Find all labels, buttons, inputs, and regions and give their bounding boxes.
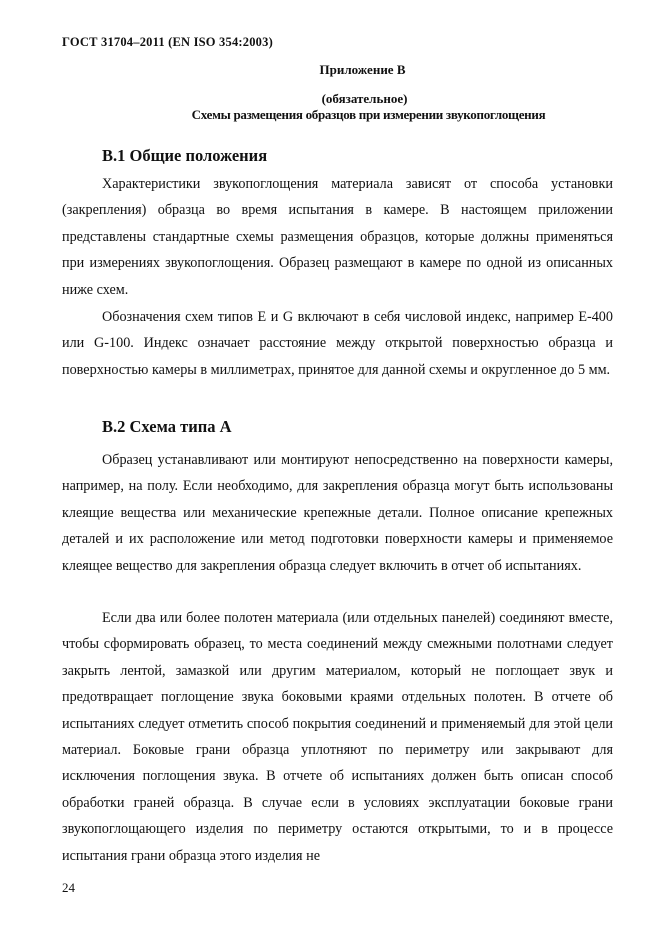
section-heading-b1: В.1 Общие положения — [102, 146, 268, 165]
page-number: 24 — [62, 880, 75, 895]
appendix-status: (обязательное) — [321, 91, 408, 106]
paragraph: Образец устанавливают или монтируют непосредственно на поверхности камеры, например, на полу. Если необходимо, для закрепления образца могут быть использованы клеящие вещества или механические крепежные детали. Полное описание крепежных деталей и их расположение или метод подготовки поверхности камеры и применяемое клеящее вещество для закрепления образца следует включить в отчет об испытаниях. — [62, 452, 613, 574]
paragraph: Если два или более полотен материала (или отдельных панелей) соединяют вместе, чтобы сформировать образец, то места соединений между смежными полотнами следует закрыть лентой, замазкой или другим материалом, который не поглощает звук и предотвращает поглощение звука боковыми краями отдельных полотен. В отчете об испытаниях следует отметить способ покрытия соединений и применяемый для этой цели материал. Боковые грани образца уплотняют по периметру или закрывают для исключения поглощения звука. В отчете об испытаниях должен быть описан способ обработки граней образца. В случае если в условиях эксплуатации боковые грани звукопоглощающего изделия по периметру остаются открытыми, то и в процессе испытания грани образца этого изделия не — [62, 610, 613, 864]
appendix-subtitle: Схемы размещения образцов при измерении звукопоглощения — [191, 107, 546, 122]
standard-header: ГОСТ 31704–2011 (EN ISO 354:2003) — [62, 35, 273, 49]
section-heading-b2: В.2 Схема типа А — [102, 417, 232, 436]
appendix-title: Приложение В — [319, 62, 406, 77]
paragraph: Характеристики звукопоглощения материала зависят от способа установки (закрепления) образца во время испытания в камере. В настоящем приложении представлены стандартные схемы размещения образцов, которые должны применяться при измерениях звукопоглощения. Образец размещают в камере по одной из описанных ниже схем. — [62, 176, 613, 298]
paragraph: Обозначения схем типов Е и G включают в себя числовой индекс, например Е-400 или G-100. Индекс означает расстояние между открытой поверхностью образца и поверхностью камеры в миллиметрах, принятое для данной схемы и округленное до 5 мм. — [62, 309, 613, 378]
